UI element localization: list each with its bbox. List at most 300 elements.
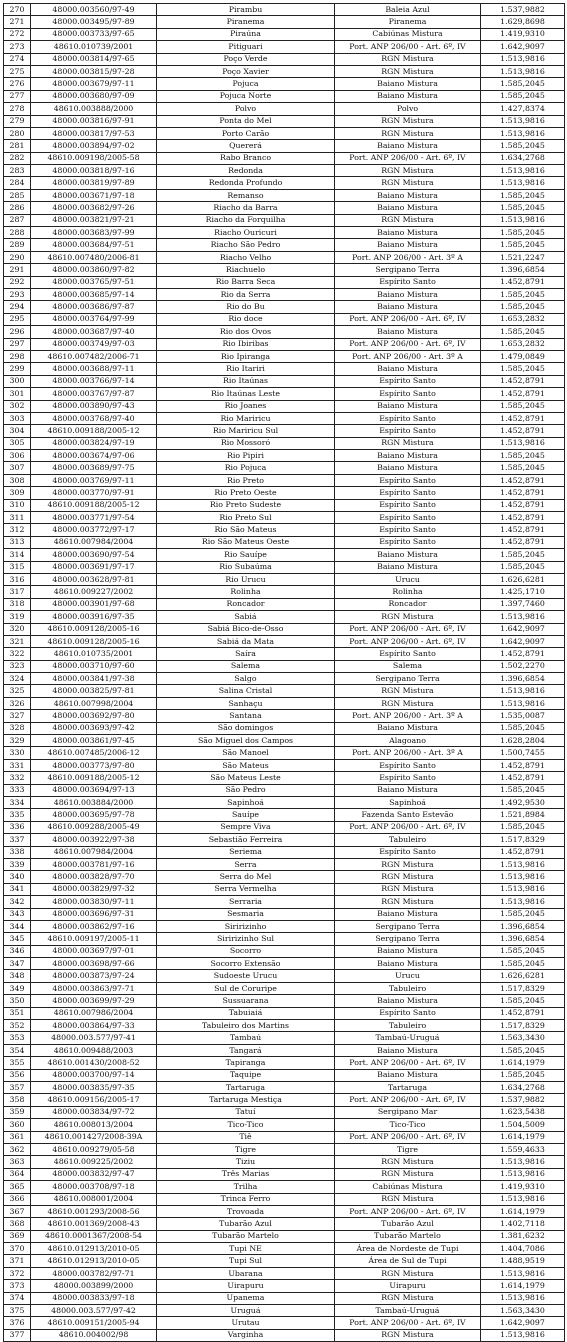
reference-oil-cell: Port. ANP 206/00 - Art. 6º, IV (335, 1094, 481, 1106)
table-row (4, 400, 565, 412)
price-value-cell: 1.452,8791 (481, 759, 565, 771)
field-name-cell: Rio Pipiri (157, 450, 335, 462)
reference-oil-cell: RGN Mistura (335, 1156, 481, 1168)
field-name-cell: Polvo (157, 103, 335, 115)
field-name-cell: Poço Verde (157, 53, 335, 65)
field-name-cell: Tartaruga Mestiça (157, 1094, 335, 1106)
reference-oil-cell: Baiano Mistura (335, 90, 481, 102)
reference-oil-cell: Área de Sul de Tupi (335, 1255, 481, 1267)
price-value-cell: 1.585,2045 (481, 227, 565, 239)
row-number-cell: 370 (4, 1243, 31, 1255)
price-value-cell: 1.513,9816 (481, 65, 565, 77)
price-value-cell: 1.585,2045 (481, 140, 565, 152)
row-number-cell: 297 (4, 338, 31, 350)
row-number-cell: 295 (4, 313, 31, 325)
process-number-cell: 48610.003888/2000 (31, 103, 157, 115)
table-row (4, 1032, 565, 1044)
price-value-cell: 1.563,3430 (481, 1032, 565, 1044)
price-value-cell: 1.585,2045 (481, 784, 565, 796)
reference-oil-cell: Port. ANP 206/00 - Art. 6º, IV (335, 635, 481, 647)
field-name-cell: Rio Mariricu (157, 412, 335, 424)
reference-oil-cell: Urucu (335, 573, 481, 585)
reference-oil-cell: Espírito Santo (335, 487, 481, 499)
process-number-cell: 48000.003693/97-42 (31, 722, 157, 734)
row-number-cell: 373 (4, 1280, 31, 1292)
field-name-cell: Rio Preto Sul (157, 512, 335, 524)
process-number-cell: 48000.003674/97-06 (31, 450, 157, 462)
price-value-cell: 1.559,4633 (481, 1143, 565, 1155)
field-name-cell: Siririzinho Sul (157, 933, 335, 945)
reference-oil-cell: Baiano Mistura (335, 400, 481, 412)
row-number-cell: 299 (4, 363, 31, 375)
reference-oil-cell: Espírito Santo (335, 648, 481, 660)
reference-oil-cell: Polvo (335, 103, 481, 115)
row-number-cell: 347 (4, 958, 31, 970)
process-number-cell: 48000.003694/97-13 (31, 784, 157, 796)
reference-oil-cell: RGN Mistura (335, 65, 481, 77)
price-value-cell: 1.396,6854 (481, 673, 565, 685)
price-value-cell: 1.425,1710 (481, 586, 565, 598)
process-number-cell: 48000.003819/97-89 (31, 177, 157, 189)
table-row (4, 1243, 565, 1255)
field-name-cell: Sabiá Bico-de-Osso (157, 623, 335, 635)
price-value-cell: 1.513,9816 (481, 858, 565, 870)
process-number-cell: 48000.003816/97-91 (31, 115, 157, 127)
price-value-cell: 1.419,9310 (481, 28, 565, 40)
field-name-cell: Sebastião Ferreira (157, 834, 335, 846)
process-number-cell: 48000.003768/97-40 (31, 412, 157, 424)
field-name-cell: Siririzinho (157, 920, 335, 932)
row-number-cell: 365 (4, 1181, 31, 1193)
process-number-cell: 48000.003710/97-60 (31, 660, 157, 672)
process-number-cell: 48000.003829/97-32 (31, 883, 157, 895)
reference-oil-cell: RGN Mistura (335, 697, 481, 709)
table-row (4, 1230, 565, 1242)
process-number-cell: 48000.003817/97-53 (31, 127, 157, 139)
process-number-cell: 48610.009188/2005-12 (31, 425, 157, 437)
table-row (4, 958, 565, 970)
reference-oil-cell: Espírito Santo (335, 388, 481, 400)
table-row (4, 697, 565, 709)
table-row (4, 1255, 565, 1267)
table-row (4, 536, 565, 548)
reference-oil-cell: Sergipano Terra (335, 920, 481, 932)
table-row (4, 1156, 565, 1168)
process-number-cell: 48000.003825/97-81 (31, 685, 157, 697)
process-number-cell: 48000.003781/97-16 (31, 858, 157, 870)
table-row (4, 301, 565, 313)
reference-oil-cell: Espírito Santo (335, 512, 481, 524)
table-row (4, 660, 565, 672)
price-value-cell: 1.502,2270 (481, 660, 565, 672)
field-name-cell: Três Marias (157, 1168, 335, 1180)
row-number-cell: 281 (4, 140, 31, 152)
process-number-cell: 48000.003680/97-09 (31, 90, 157, 102)
field-name-cell: Ubarana (157, 1267, 335, 1279)
price-value-cell: 1.452,8791 (481, 499, 565, 511)
field-name-cell: Rio Preto Sudeste (157, 499, 335, 511)
process-number-cell: 48610.008001/2004 (31, 1193, 157, 1205)
field-name-cell: Uirapuru (157, 1280, 335, 1292)
process-number-cell: 48000.003628/97-81 (31, 573, 157, 585)
field-name-cell: Sul de Coruripe (157, 982, 335, 994)
table-row (4, 140, 565, 152)
process-number-cell: 48000.003696/97-31 (31, 908, 157, 920)
row-number-cell: 275 (4, 65, 31, 77)
field-name-cell: Rio Urucu (157, 573, 335, 585)
table-row (4, 103, 565, 115)
row-number-cell: 327 (4, 710, 31, 722)
field-name-cell: São Mateus (157, 759, 335, 771)
process-number-cell: 48000.003770/97-91 (31, 487, 157, 499)
row-number-cell: 305 (4, 437, 31, 449)
field-name-cell: Salina Cristal (157, 685, 335, 697)
price-value-cell: 1.452,8791 (481, 388, 565, 400)
process-number-cell: 48000.003769/97-11 (31, 474, 157, 486)
price-value-cell: 1.396,6854 (481, 920, 565, 932)
field-name-cell: Redonda Profundo (157, 177, 335, 189)
reference-oil-cell: Baiano Mistura (335, 958, 481, 970)
price-value-cell: 1.642,9097 (481, 623, 565, 635)
price-value-cell: 1.396,6854 (481, 264, 565, 276)
row-number-cell: 314 (4, 549, 31, 561)
table-row (4, 586, 565, 598)
reference-oil-cell: Espírito Santo (335, 375, 481, 387)
row-number-cell: 283 (4, 165, 31, 177)
table-row (4, 152, 565, 164)
process-number-cell: 48000.003700/97-14 (31, 1069, 157, 1081)
table-row (4, 685, 565, 697)
reference-oil-cell: Alagoano (335, 735, 481, 747)
table-row (4, 1106, 565, 1118)
process-number-cell: 48610.007984/2004 (31, 536, 157, 548)
process-number-cell: 48000.003671/97-18 (31, 189, 157, 201)
table-row (4, 1119, 565, 1131)
reference-oil-cell: RGN Mistura (335, 611, 481, 623)
table-row (4, 239, 565, 251)
price-value-cell: 1.585,2045 (481, 326, 565, 338)
row-number-cell: 354 (4, 1044, 31, 1056)
reference-oil-cell: RGN Mistura (335, 437, 481, 449)
field-name-cell: Rio Barra Seca (157, 276, 335, 288)
process-number-cell: 48610.009488/2003 (31, 1044, 157, 1056)
reference-oil-cell: Port. ANP 206/00 - Art. 3º A (335, 350, 481, 362)
price-value-cell: 1.492,9530 (481, 797, 565, 809)
reference-oil-cell: Baiano Mistura (335, 561, 481, 573)
price-value-cell: 1.626,6281 (481, 573, 565, 585)
process-number-cell: 48000.003685/97-14 (31, 288, 157, 300)
price-value-cell: 1.513,9816 (481, 883, 565, 895)
price-value-cell: 1.642,9097 (481, 1317, 565, 1329)
reference-oil-cell: Baiano Mistura (335, 1044, 481, 1056)
row-number-cell: 369 (4, 1230, 31, 1242)
reference-oil-cell: Tabuleiro (335, 1020, 481, 1032)
field-name-cell: Tigre (157, 1143, 335, 1155)
price-value-cell: 1.513,9816 (481, 127, 565, 139)
price-value-cell: 1.585,2045 (481, 945, 565, 957)
table-row (4, 4, 565, 16)
field-name-cell: Rio São Mateus Oeste (157, 536, 335, 548)
price-value-cell: 1.614,1979 (481, 1131, 565, 1143)
process-number-cell: 48000.003765/97-51 (31, 276, 157, 288)
process-number-cell: 48610.001369/2008-43 (31, 1218, 157, 1230)
process-number-cell: 48610.007986/2004 (31, 1007, 157, 1019)
table-row (4, 1131, 565, 1143)
reference-oil-cell: Tambaú-Uruguá (335, 1305, 481, 1317)
price-value-cell: 1.535,0087 (481, 710, 565, 722)
row-number-cell: 338 (4, 846, 31, 858)
reference-oil-cell: Rolinha (335, 586, 481, 598)
field-name-cell: São Miguel dos Campos (157, 735, 335, 747)
field-name-cell: Rio Mossoró (157, 437, 335, 449)
process-number-cell: 48000.003828/97-70 (31, 871, 157, 883)
table-row (4, 499, 565, 511)
reference-oil-cell: RGN Mistura (335, 115, 481, 127)
field-name-cell: Urutau (157, 1317, 335, 1329)
price-value-cell: 1.452,8791 (481, 846, 565, 858)
table-row (4, 16, 565, 28)
row-number-cell: 294 (4, 301, 31, 313)
row-number-cell: 350 (4, 995, 31, 1007)
price-value-cell: 1.513,9816 (481, 1329, 565, 1341)
table-row (4, 350, 565, 362)
row-number-cell: 360 (4, 1119, 31, 1131)
table-row (4, 1020, 565, 1032)
table-row (4, 1305, 565, 1317)
field-name-cell: Tiê (157, 1131, 335, 1143)
price-value-cell: 1.452,8791 (481, 487, 565, 499)
row-number-cell: 346 (4, 945, 31, 957)
price-value-cell: 1.517,8329 (481, 982, 565, 994)
reference-oil-cell: RGN Mistura (335, 685, 481, 697)
table-row (4, 512, 565, 524)
field-name-cell: Rio Pojuca (157, 462, 335, 474)
field-name-cell: Rio doce (157, 313, 335, 325)
field-name-cell: Piraúna (157, 28, 335, 40)
table-row (4, 1205, 565, 1217)
row-number-cell: 324 (4, 673, 31, 685)
table-row (4, 982, 565, 994)
price-value-cell: 1.585,2045 (481, 958, 565, 970)
reference-oil-cell: Tambaú-Uruguá (335, 1032, 481, 1044)
process-number-cell: 48000.003767/97-87 (31, 388, 157, 400)
price-value-cell: 1.521,2247 (481, 251, 565, 263)
price-value-cell: 1.513,9816 (481, 685, 565, 697)
process-number-cell: 48610.001293/2008-56 (31, 1205, 157, 1217)
process-number-cell: 48000.003814/97-65 (31, 53, 157, 65)
row-number-cell: 291 (4, 264, 31, 276)
process-number-cell: 48000.003873/97-24 (31, 970, 157, 982)
row-number-cell: 289 (4, 239, 31, 251)
row-number-cell: 351 (4, 1007, 31, 1019)
field-name-cell: Piranema (157, 16, 335, 28)
field-name-cell: Poço Xavier (157, 65, 335, 77)
field-name-cell: Tatuí (157, 1106, 335, 1118)
table-row (4, 995, 565, 1007)
reference-oil-cell: Espírito Santo (335, 1007, 481, 1019)
field-name-cell: Riacho da Barra (157, 202, 335, 214)
reference-oil-cell: Port. ANP 206/00 - Art. 6º, IV (335, 1057, 481, 1069)
price-value-cell: 1.585,2045 (481, 908, 565, 920)
process-number-cell: 48610.009188/2005-12 (31, 772, 157, 784)
price-value-cell: 1.585,2045 (481, 363, 565, 375)
reference-oil-cell: Port. ANP 206/00 - Art. 3º A (335, 747, 481, 759)
process-number-cell: 48610.007485/2006-12 (31, 747, 157, 759)
row-number-cell: 303 (4, 412, 31, 424)
field-name-cell: Sapinhoá (157, 797, 335, 809)
process-number-cell: 48000.003679/97-11 (31, 78, 157, 90)
process-number-cell: 48000.003699/97-29 (31, 995, 157, 1007)
row-number-cell: 293 (4, 288, 31, 300)
row-number-cell: 330 (4, 747, 31, 759)
price-value-cell: 1.623,5438 (481, 1106, 565, 1118)
table-row (4, 202, 565, 214)
price-value-cell: 1.513,9816 (481, 115, 565, 127)
field-name-cell: Tabuleiro dos Martins (157, 1020, 335, 1032)
price-value-cell: 1.585,2045 (481, 1069, 565, 1081)
price-value-cell: 1.537,9882 (481, 1094, 565, 1106)
reference-oil-cell: Tubarão Martelo (335, 1230, 481, 1242)
process-number-cell: 48000.003899/2000 (31, 1280, 157, 1292)
row-number-cell: 331 (4, 759, 31, 771)
field-name-cell: Pojuca Norte (157, 90, 335, 102)
process-number-cell: 48000.003684/97-51 (31, 239, 157, 251)
table-row (4, 920, 565, 932)
row-number-cell: 287 (4, 214, 31, 226)
row-number-cell: 326 (4, 697, 31, 709)
price-value-cell: 1.585,2045 (481, 400, 565, 412)
field-name-cell: Sussuarana (157, 995, 335, 1007)
table-row (4, 623, 565, 635)
field-name-cell: Serraria (157, 896, 335, 908)
process-number-cell: 48000.003697/97-01 (31, 945, 157, 957)
row-number-cell: 361 (4, 1131, 31, 1143)
table-row (4, 908, 565, 920)
price-value-cell: 1.626,6281 (481, 970, 565, 982)
table-row (4, 648, 565, 660)
price-value-cell: 1.397,7460 (481, 598, 565, 610)
process-number-cell: 48610.010739/2001 (31, 41, 157, 53)
table-row (4, 487, 565, 499)
table-row (4, 177, 565, 189)
row-number-cell: 311 (4, 512, 31, 524)
row-number-cell: 349 (4, 982, 31, 994)
reference-oil-cell: Tigre (335, 1143, 481, 1155)
field-name-cell: Rio Mariricu Sul (157, 425, 335, 437)
field-name-cell: Tupi NE (157, 1243, 335, 1255)
row-number-cell: 332 (4, 772, 31, 784)
process-number-cell: 48610.009128/2005-16 (31, 635, 157, 647)
field-name-cell: Roncador (157, 598, 335, 610)
field-name-cell: Rio da Serra (157, 288, 335, 300)
field-name-cell: São domingos (157, 722, 335, 734)
reference-oil-cell: RGN Mistura (335, 165, 481, 177)
reference-oil-cell: Baleia Azul (335, 4, 481, 16)
price-value-cell: 1.614,1979 (481, 1280, 565, 1292)
row-number-cell: 296 (4, 326, 31, 338)
table-row (4, 1094, 565, 1106)
process-number-cell: 48000.003863/97-71 (31, 982, 157, 994)
reference-oil-cell: RGN Mistura (335, 858, 481, 870)
reference-oil-cell: Cabiúnas Mistura (335, 1181, 481, 1193)
row-number-cell: 341 (4, 883, 31, 895)
table-row (4, 450, 565, 462)
table-row (4, 227, 565, 239)
row-number-cell: 277 (4, 90, 31, 102)
field-name-cell: Seriema (157, 846, 335, 858)
row-number-cell: 302 (4, 400, 31, 412)
field-name-cell: Salema (157, 660, 335, 672)
price-value-cell: 1.585,2045 (481, 288, 565, 300)
field-name-cell: Rio Preto Oeste (157, 487, 335, 499)
reference-oil-cell: Baiano Mistura (335, 784, 481, 796)
process-number-cell: 48610.009288/2005-49 (31, 821, 157, 833)
table-row (4, 722, 565, 734)
table-row (4, 797, 565, 809)
reference-oil-cell: Espírito Santo (335, 425, 481, 437)
field-name-cell: Ponta do Mel (157, 115, 335, 127)
table-row (4, 65, 565, 77)
price-value-cell: 1.585,2045 (481, 549, 565, 561)
process-number-cell: 48000.003692/97-80 (31, 710, 157, 722)
price-value-cell: 1.488,9519 (481, 1255, 565, 1267)
table-row (4, 772, 565, 784)
process-number-cell: 48610.009279/05-58 (31, 1143, 157, 1155)
price-value-cell: 1.585,2045 (481, 1044, 565, 1056)
row-number-cell: 290 (4, 251, 31, 263)
row-number-cell: 274 (4, 53, 31, 65)
price-value-cell: 1.513,9816 (481, 53, 565, 65)
field-name-cell: Rio Itariri (157, 363, 335, 375)
table-row (4, 598, 565, 610)
table-row (4, 784, 565, 796)
reference-oil-cell: Port. ANP 206/00 - Art. 6º, IV (335, 313, 481, 325)
table-row (4, 115, 565, 127)
price-value-cell: 1.500,7455 (481, 747, 565, 759)
field-name-cell: Pitiguari (157, 41, 335, 53)
reference-oil-cell: Sapinhoá (335, 797, 481, 809)
reference-oil-cell: Espírito Santo (335, 474, 481, 486)
process-number-cell: 48000.003922/97-38 (31, 834, 157, 846)
process-number-cell: 48000.003818/97-16 (31, 165, 157, 177)
reference-oil-cell: Port. ANP 206/00 - Art. 3º A (335, 710, 481, 722)
row-number-cell: 371 (4, 1255, 31, 1267)
row-number-cell: 278 (4, 103, 31, 115)
process-number-cell: 48610.009225/2002 (31, 1156, 157, 1168)
reference-oil-cell: Espírito Santo (335, 772, 481, 784)
row-number-cell: 352 (4, 1020, 31, 1032)
row-number-cell: 345 (4, 933, 31, 945)
price-value-cell: 1.634,2768 (481, 152, 565, 164)
table-row (4, 1143, 565, 1155)
price-value-cell: 1.513,9816 (481, 871, 565, 883)
row-number-cell: 344 (4, 920, 31, 932)
price-value-cell: 1.513,9816 (481, 1193, 565, 1205)
reference-oil-cell: RGN Mistura (335, 1267, 481, 1279)
row-number-cell: 298 (4, 350, 31, 362)
reference-oil-cell: Baiano Mistura (335, 450, 481, 462)
table-row (4, 1193, 565, 1205)
process-number-cell: 48610.009198/2005-58 (31, 152, 157, 164)
reference-oil-cell: Baiano Mistura (335, 1069, 481, 1081)
process-number-cell: 48000.003766/97-14 (31, 375, 157, 387)
process-number-cell: 48610.004002/98 (31, 1329, 157, 1341)
reference-oil-cell: Port. ANP 206/00 - Art. 3º A (335, 251, 481, 263)
process-number-cell: 48000.003749/97-03 (31, 338, 157, 350)
reference-oil-cell: Tubarão Azul (335, 1218, 481, 1230)
table-row (4, 288, 565, 300)
table-row (4, 747, 565, 759)
